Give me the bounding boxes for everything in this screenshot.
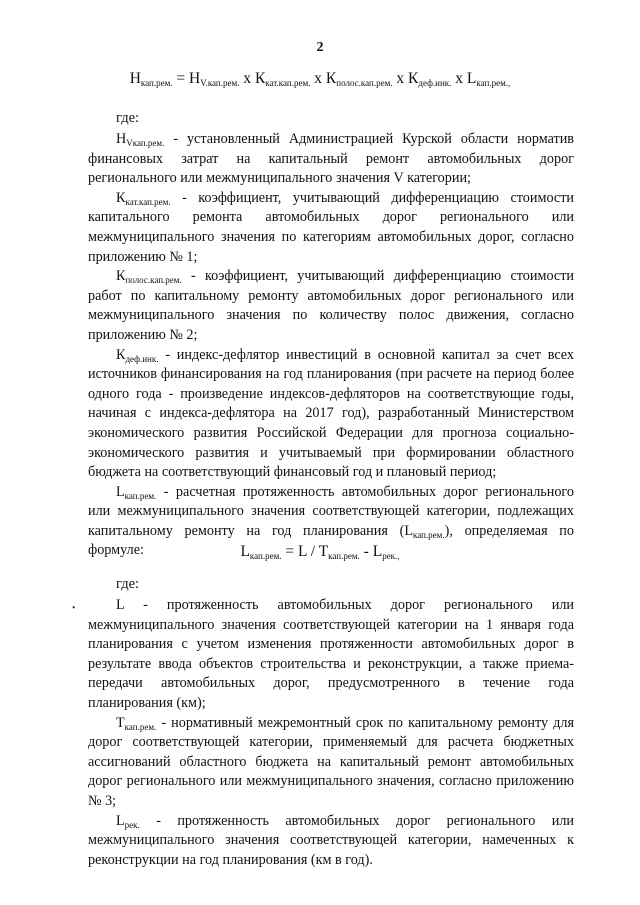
formula-2-rendered: $L_{кап.рем.} = L / T_{кап.рем.} - L_{рек.,}$ [240, 543, 400, 561]
definitions-block-2 [88, 596, 574, 870]
formula-1-rendered: $Н_{кап.рем.} = Н_{V.кап.рем.}$ х $К_{кат.кап.рем.}$ х $К_{полос.кап.рем.}$ х $К_{деф.инк.}$ х $L_{кап.рем.,}$ [129, 70, 511, 88]
definition-lkap: $L_{кап.рем.}$ - расчетная протяженность автомобильных дорог регионального или межмуниципального значения соответствующей категории, подлежащих капитальному ремонту на год планирования $(L_{кап.рем.})$, определяемая по формуле: [88, 483, 574, 559]
definitions-block-1 [88, 130, 574, 561]
definition-kpolos: $К_{полос.кап.рем.}$ - коэффициент, учитывающий дифференциацию стоимости работ по капитальному ремонту автомобильных дорог регионального или межмуниципального значения по количеству полос движения, согласно приложению № 2; [88, 268, 574, 343]
definition-lrek: $L_{рек.}$ - протяженность автомобильных дорог регионального или межмуниципального значения соответствующей категории, намеченных к реконструкции на год планирования (км в год). [88, 812, 574, 868]
definition-l: L - протяженность автомобильных дорог регионального или межмуниципального значения соответствующей категории на 1 января года планирования с учетом изменения протяженности автомобильных дорог в результате ввода объектов строительства и реконструкции, а также приема-передачи автомобильных дорог, предусмотренного в течение года планирования (км); [88, 597, 574, 711]
formula-repair-length [0, 543, 640, 561]
definition-tkap: $T_{кап.рем.}$ - нормативный межремонтный срок по капитальному ремонту для дорог соответствующей категории, применяемый для расчета бюджетных ассигнований областного бюджета на капитальный ремонт автомобильных дорог регионального или межмуниципального значения, согласно приложению № 3; [88, 714, 574, 809]
where-label-1: где: [116, 110, 140, 126]
scan-mark: • [72, 603, 76, 614]
where-label-2: где: [116, 576, 140, 592]
formula-capital-repair-cost [0, 70, 640, 88]
definition-nv: $Н_{Vкап.рем.}$ - установленный Администрацией Курской области норматив финансовых затрат на капитальный ремонт автомобильных дорог регионального или межмуниципального значения V категории; [88, 131, 574, 187]
definition-kkat: $К_{кат.кап.рем.}$ - коэффициент, учитывающий дифференциацию стоимости капитального ремонта автомобильных дорог регионального или межмуниципального значения по категориям автомобильных дорог, согласно приложению № 1; [88, 189, 574, 265]
definition-kdef: $К_{деф.инк.}$ - индекс-дефлятор инвестиций в основной капитал за счет всех источников финансирования на год планирования (при расчете на период более одного года - произведение индексов-дефляторов на соответствующие годы, начиная с индекса-дефлятора на 2017 год), разработанный Министерством экономического развития Российской Федерации для прогноза социально-экономического развития и учитываемый при формировании областного бюджета на соответствующий финансовый год и плановый период; [88, 346, 574, 481]
page-number: 2 [316, 40, 324, 55]
